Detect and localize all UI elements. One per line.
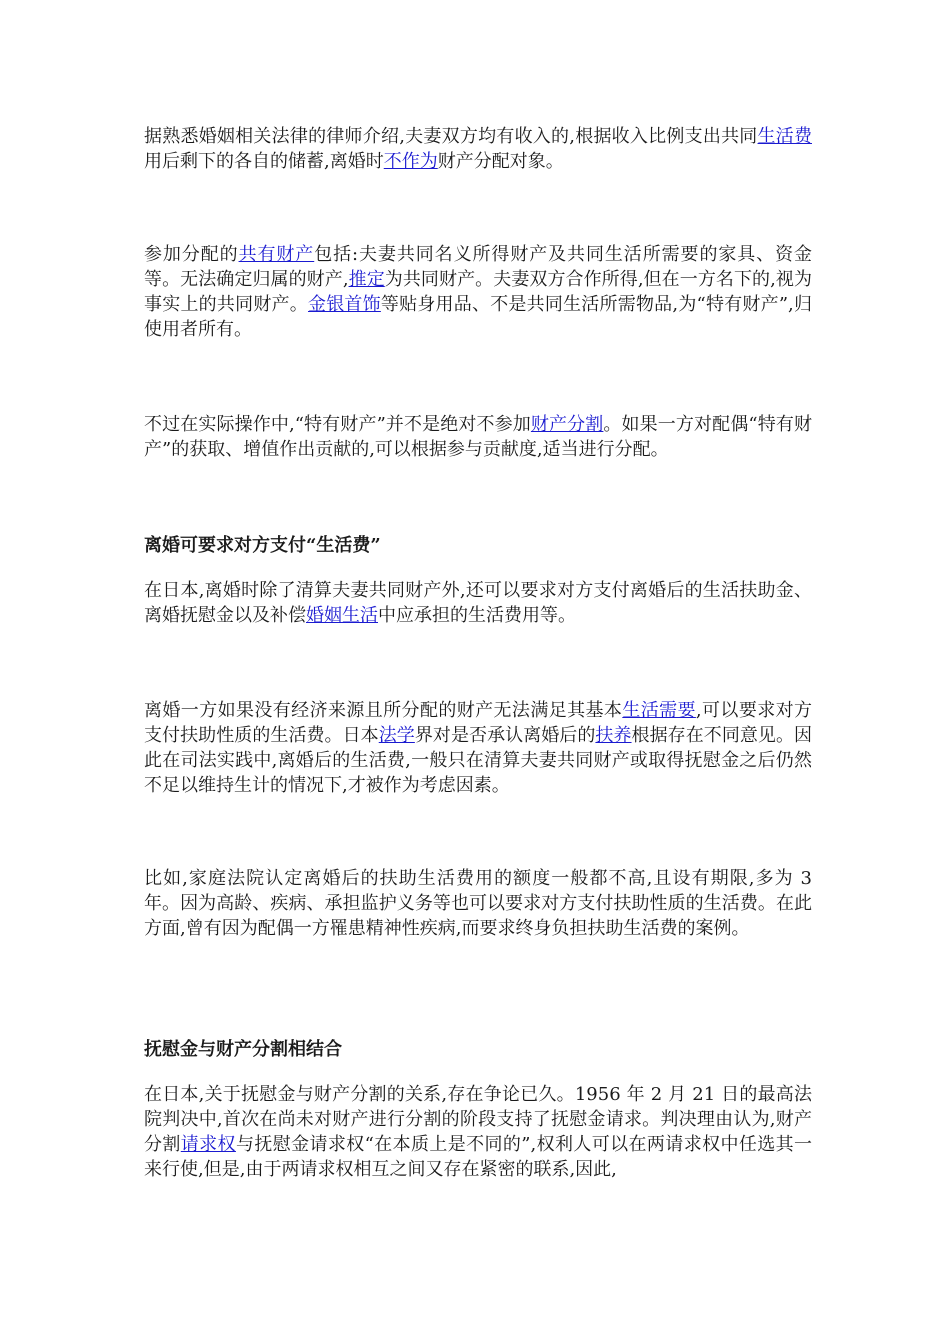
text-segment: ,可以要求对方支付扶助性质的生活费。日本 [144,700,813,746]
paragraph-support-expenses [144,698,812,798]
text-segment: 不过在实际操作中,“特有财产”并不是绝对不参加 [144,414,531,435]
text-segment: 比如,家庭法院认定离婚后的扶助生活费用的额度一般都不高,且设有期限,多为 3 年。因为高龄、疾病、承担监护义务等也可以要求对方支付扶助性质的生活费。在此方面,曾有因为配偶一方罹患精神性疾病,而要求终身负担扶助生活费的案例。 [144,868,812,939]
paragraph-special-property [144,412,812,462]
link-not-as[interactable]: 不作为 [383,151,438,172]
link-common-property[interactable]: 共有财产 [238,244,315,265]
paragraph-savings [144,124,812,174]
paragraph-japan-divorce [144,578,812,628]
text-segment: 。如果一方对配偶“特有财产”的获取、增值作出贡献的,可以根据参与贡献度,适当进行分配。 [144,414,813,460]
text-segment: 包括:夫妻共同名义所得财产及共同生活所需要的家具、资金等。无法确定归属的财产, [144,244,813,290]
text-segment: 为共同财产。夫妻双方合作所得,但在一方名下的,视为事实上的共同财产。 [144,269,812,315]
text-segment: 据熟悉婚姻相关法律的律师介绍,夫妻双方均有收入的,根据收入比例支出共同 [144,126,758,147]
link-living-needs[interactable]: 生活需要 [622,700,696,721]
link-married-life[interactable]: 婚姻生活 [306,605,378,626]
link-jurisprudence[interactable]: 法学 [378,725,415,746]
text-segment: 财产分配对象。 [437,151,564,172]
link-jewelry[interactable]: 金银首饰 [307,294,381,315]
section-heading-consolation: 抚慰金与财产分割相结合 [144,1039,342,1060]
link-claim-right[interactable]: 请求权 [180,1134,236,1155]
text-segment: 在日本,关于抚慰金与财产分割的关系,存在争论已久。1956 年 2 月 21 日的最高法院判决中,首次在尚未对财产进行分割的阶段支持了抚慰金请求。判决理由认为,财产分割 [144,1084,812,1155]
paragraph-common-property [144,242,812,342]
text-segment: 在日本,离婚时除了清算夫妻共同财产外,还可以要求对方支付离婚后的生活扶助金、离婚抚慰金以及补偿 [144,580,812,626]
link-support[interactable]: 扶养 [595,725,632,746]
link-living-expenses[interactable]: 生活费 [757,126,812,147]
paragraph-family-court [144,866,812,941]
text-segment: 参加分配的 [144,244,239,265]
text-segment: 用后剩下的各自的储蓄,离婚时 [144,151,384,172]
text-segment: 离婚一方如果没有经济来源且所分配的财产无法满足其基本 [144,700,623,721]
link-presumption[interactable]: 推定 [348,269,385,290]
text-segment: 等贴身用品、不是共同生活所需物品,为“特有财产”,归使用者所有。 [144,294,813,340]
link-property-division[interactable]: 财产分割 [530,414,604,435]
section-heading-living-expenses: 离婚可要求对方支付“生活费” [144,535,381,556]
text-segment: 根据存在不同意见。因此在司法实践中,离婚后的生活费,一般只在清算夫妻共同财产或取得抚慰金之后仍然不足以维持生计的情况下,才被作为考虑因素。 [144,725,813,796]
text-segment: 界对是否承认离婚后的 [414,725,596,746]
paragraph-consolation-money [144,1082,812,1182]
text-segment: 中应承担的生活费用等。 [378,605,576,626]
text-segment: 与抚慰金请求权“在本质上是不同的”,权利人可以在两请求权中任选其一来行使,但是,由于两请求权相互之间又存在紧密的联系,因此, [144,1134,813,1180]
